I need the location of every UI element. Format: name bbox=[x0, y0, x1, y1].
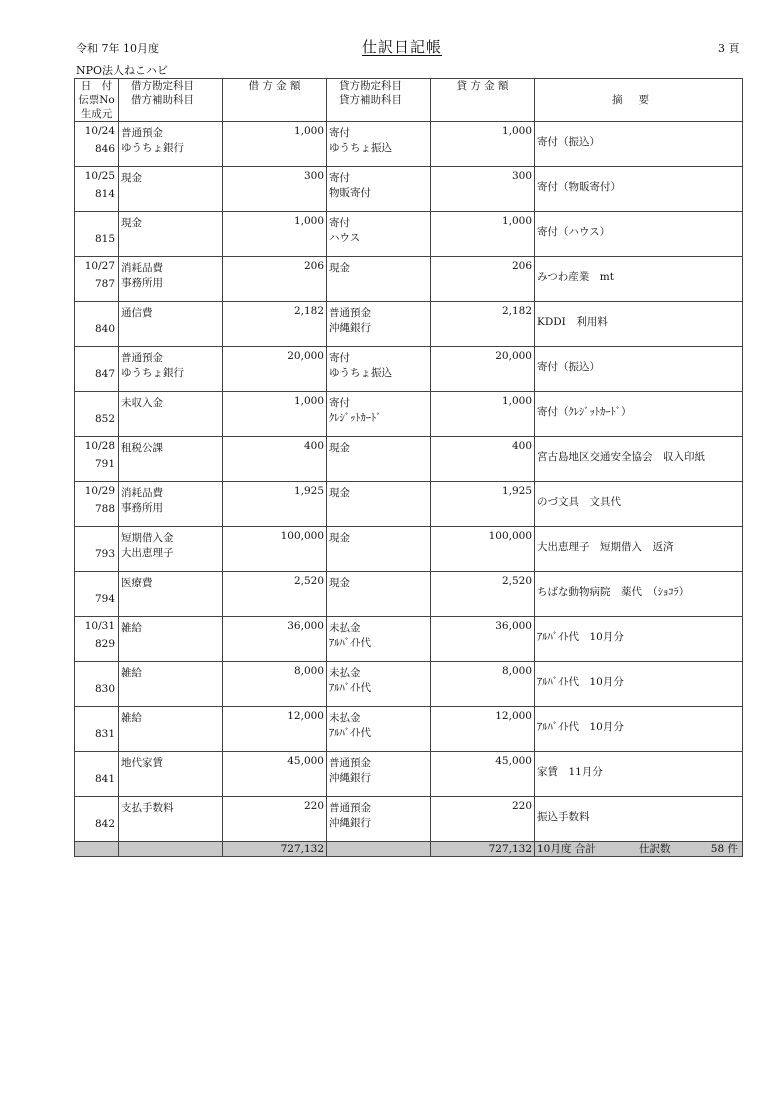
debit-account: 未収入金 bbox=[121, 397, 163, 409]
credit-sub-account: ｱﾙﾊﾞｲﾄ代 bbox=[329, 682, 371, 694]
debit-account-cell bbox=[119, 707, 223, 752]
debit-sub-account: 大出恵理子 bbox=[121, 547, 174, 559]
debit-amount: 1,000 bbox=[293, 125, 324, 137]
debit-amount: 220 bbox=[303, 800, 324, 812]
debit-account: 消耗品費 bbox=[121, 487, 163, 499]
memo-cell bbox=[535, 752, 743, 797]
memo-text: 寄付（ｸﾚｼﾞｯﾄｶｰﾄﾞ） bbox=[537, 406, 632, 418]
table-row bbox=[75, 482, 743, 527]
header-date-line3: 生成元 bbox=[80, 108, 113, 120]
credit-account: 未払金 bbox=[329, 712, 361, 724]
credit-account: 普通預金 bbox=[329, 802, 371, 814]
debit-amount: 45,000 bbox=[287, 755, 324, 767]
credit-amount-cell bbox=[431, 302, 535, 347]
credit-sub-account: 沖縄銀行 bbox=[329, 817, 371, 829]
header-credit-account-line2: 貸方補助科目 bbox=[339, 94, 402, 106]
credit-amount-cell bbox=[431, 347, 535, 392]
total-empty-date bbox=[75, 842, 119, 857]
credit-account-cell bbox=[327, 572, 431, 617]
debit-account-cell bbox=[119, 482, 223, 527]
credit-sub-account: ゆうちょ振込 bbox=[329, 367, 392, 379]
credit-amount: 12,000 bbox=[495, 710, 532, 722]
credit-account-cell bbox=[327, 122, 431, 167]
credit-account: 普通預金 bbox=[329, 307, 371, 319]
debit-account-cell bbox=[119, 572, 223, 617]
credit-account: 寄付 bbox=[329, 172, 350, 184]
total-label: 10月度 合計 bbox=[537, 843, 596, 855]
header-date-line1: 日 付 bbox=[80, 80, 113, 92]
debit-account-cell bbox=[119, 257, 223, 302]
debit-amount: 8,000 bbox=[293, 665, 324, 677]
header-memo: 摘要 bbox=[535, 79, 743, 122]
slip-number: 793 bbox=[94, 548, 115, 560]
debit-amount-cell bbox=[223, 752, 327, 797]
debit-amount: 12,000 bbox=[287, 710, 324, 722]
slip-number: 840 bbox=[94, 323, 115, 335]
debit-sub-account: 事務所用 bbox=[121, 502, 163, 514]
slip-number: 846 bbox=[94, 143, 115, 155]
memo-cell bbox=[535, 617, 743, 662]
debit-account-cell bbox=[119, 797, 223, 842]
slip-number: 815 bbox=[94, 233, 115, 245]
memo-text: 大出恵理子 短期借入 返済 bbox=[537, 541, 674, 553]
credit-account-cell bbox=[327, 212, 431, 257]
table-row bbox=[75, 212, 743, 257]
debit-amount: 300 bbox=[303, 170, 324, 182]
credit-amount-cell bbox=[431, 392, 535, 437]
date-cell bbox=[75, 662, 119, 707]
credit-amount: 300 bbox=[511, 170, 532, 182]
slip-number: 830 bbox=[94, 683, 115, 695]
debit-account-cell bbox=[119, 302, 223, 347]
table-row bbox=[75, 302, 743, 347]
debit-account: 通信費 bbox=[121, 307, 153, 319]
date-cell bbox=[75, 527, 119, 572]
date-cell bbox=[75, 257, 119, 302]
memo-cell bbox=[535, 347, 743, 392]
date-cell bbox=[75, 347, 119, 392]
slip-number: 791 bbox=[94, 458, 115, 470]
date-cell bbox=[75, 752, 119, 797]
memo-text: ｱﾙﾊﾞｲﾄ代 10月分 bbox=[537, 631, 624, 643]
slip-number: 841 bbox=[94, 773, 115, 785]
debit-amount-cell bbox=[223, 122, 327, 167]
debit-account-cell bbox=[119, 752, 223, 797]
credit-amount-cell bbox=[431, 752, 535, 797]
credit-amount-cell bbox=[431, 797, 535, 842]
debit-amount: 1,925 bbox=[293, 485, 324, 497]
header-date bbox=[75, 79, 119, 122]
entry-date: 10/29 bbox=[84, 485, 115, 497]
debit-account: 現金 bbox=[121, 217, 142, 229]
credit-sub-account: ハウス bbox=[329, 232, 361, 244]
header-debit-account-line1: 借方勘定科目 bbox=[131, 80, 194, 92]
debit-amount-cell bbox=[223, 572, 327, 617]
page-number: 3 頁 bbox=[718, 42, 740, 55]
credit-amount: 36,000 bbox=[495, 620, 532, 632]
debit-account: 雑給 bbox=[121, 622, 142, 634]
credit-amount: 220 bbox=[511, 800, 532, 812]
debit-account-cell bbox=[119, 527, 223, 572]
slip-number: 842 bbox=[94, 818, 115, 830]
table-row bbox=[75, 437, 743, 482]
debit-account-cell bbox=[119, 437, 223, 482]
credit-amount: 2,520 bbox=[501, 575, 532, 587]
slip-number: 852 bbox=[94, 413, 115, 425]
journal-table bbox=[74, 78, 743, 857]
credit-account-cell bbox=[327, 257, 431, 302]
header-debit-account-line2: 借方補助科目 bbox=[131, 94, 194, 106]
credit-amount-cell bbox=[431, 572, 535, 617]
debit-amount: 100,000 bbox=[280, 530, 324, 542]
credit-account-cell bbox=[327, 437, 431, 482]
credit-account: 現金 bbox=[329, 442, 350, 454]
credit-amount-cell bbox=[431, 437, 535, 482]
debit-amount-cell bbox=[223, 302, 327, 347]
date-cell bbox=[75, 392, 119, 437]
debit-amount-cell bbox=[223, 167, 327, 212]
memo-text: 寄付（振込） bbox=[537, 361, 600, 373]
date-cell bbox=[75, 707, 119, 752]
total-credit-amount: 727,132 bbox=[431, 842, 535, 857]
credit-account-cell bbox=[327, 797, 431, 842]
credit-amount-cell bbox=[431, 527, 535, 572]
credit-account: 現金 bbox=[329, 487, 350, 499]
credit-amount: 1,000 bbox=[501, 215, 532, 227]
memo-text: 寄付（物販寄付） bbox=[537, 181, 621, 193]
credit-account-cell bbox=[327, 617, 431, 662]
debit-amount-cell bbox=[223, 392, 327, 437]
table-header-row bbox=[75, 79, 743, 122]
memo-text: 振込手数料 bbox=[537, 811, 590, 823]
credit-account: 普通預金 bbox=[329, 757, 371, 769]
memo-cell bbox=[535, 797, 743, 842]
memo-cell bbox=[535, 392, 743, 437]
debit-amount-cell bbox=[223, 212, 327, 257]
credit-account: 寄付 bbox=[329, 352, 350, 364]
memo-text: ｱﾙﾊﾞｲﾄ代 10月分 bbox=[537, 676, 624, 688]
slip-number: 787 bbox=[94, 278, 115, 290]
credit-account-cell bbox=[327, 752, 431, 797]
credit-amount: 45,000 bbox=[495, 755, 532, 767]
credit-amount: 8,000 bbox=[501, 665, 532, 677]
date-cell bbox=[75, 437, 119, 482]
credit-account-cell bbox=[327, 347, 431, 392]
memo-cell bbox=[535, 707, 743, 752]
entry-date: 10/28 bbox=[84, 440, 115, 452]
slip-number: 831 bbox=[94, 728, 115, 740]
debit-account: 租税公課 bbox=[121, 442, 163, 454]
table-row bbox=[75, 392, 743, 437]
credit-amount-cell bbox=[431, 122, 535, 167]
credit-account: 現金 bbox=[329, 577, 350, 589]
debit-account: 短期借入金 bbox=[121, 532, 174, 544]
debit-amount-cell bbox=[223, 482, 327, 527]
debit-account: 現金 bbox=[121, 172, 142, 184]
debit-amount: 206 bbox=[303, 260, 324, 272]
debit-account-cell bbox=[119, 392, 223, 437]
slip-number: 794 bbox=[94, 593, 115, 605]
header-debit-amount: 借 方 金 額 bbox=[223, 79, 327, 122]
entry-date: 10/25 bbox=[84, 170, 115, 182]
memo-text: 寄付（振込） bbox=[537, 136, 600, 148]
memo-text: 寄付（ハウス） bbox=[537, 226, 611, 238]
credit-account: 寄付 bbox=[329, 217, 350, 229]
debit-amount-cell bbox=[223, 617, 327, 662]
organization-name: NPO法人ねこハビ bbox=[76, 64, 169, 77]
memo-cell bbox=[535, 257, 743, 302]
memo-text: ちばな動物病院 薬代 （ｼｮｺﾗ） bbox=[537, 586, 690, 598]
memo-cell bbox=[535, 527, 743, 572]
date-cell bbox=[75, 302, 119, 347]
credit-account: 寄付 bbox=[329, 127, 350, 139]
credit-amount-cell bbox=[431, 482, 535, 527]
credit-account: 未払金 bbox=[329, 667, 361, 679]
total-row bbox=[75, 842, 743, 857]
debit-account-cell bbox=[119, 167, 223, 212]
debit-account: 支払手数料 bbox=[121, 802, 174, 814]
total-empty-credit-account bbox=[327, 842, 431, 857]
debit-account: 普通預金 bbox=[121, 127, 163, 139]
debit-amount: 2,520 bbox=[293, 575, 324, 587]
debit-sub-account: 事務所用 bbox=[121, 277, 163, 289]
debit-account: 地代家賃 bbox=[121, 757, 163, 769]
debit-account: 雑給 bbox=[121, 712, 142, 724]
debit-account-cell bbox=[119, 122, 223, 167]
credit-amount-cell bbox=[431, 662, 535, 707]
debit-account-cell bbox=[119, 212, 223, 257]
debit-amount-cell bbox=[223, 257, 327, 302]
date-cell bbox=[75, 572, 119, 617]
credit-sub-account: ゆうちょ振込 bbox=[329, 142, 392, 154]
credit-sub-account: 物販寄付 bbox=[329, 187, 371, 199]
total-count: 58 件 bbox=[710, 843, 738, 855]
memo-cell bbox=[535, 662, 743, 707]
entry-date: 10/31 bbox=[84, 620, 115, 632]
date-cell bbox=[75, 797, 119, 842]
memo-cell bbox=[535, 572, 743, 617]
debit-amount-cell bbox=[223, 662, 327, 707]
debit-sub-account: ゆうちょ銀行 bbox=[121, 367, 184, 379]
page-title: 仕訳日記帳 bbox=[362, 38, 443, 56]
credit-amount-cell bbox=[431, 212, 535, 257]
credit-account: 寄付 bbox=[329, 397, 350, 409]
debit-amount: 1,000 bbox=[293, 395, 324, 407]
credit-account-cell bbox=[327, 662, 431, 707]
header-date-line2: 伝票No bbox=[78, 94, 115, 106]
credit-amount: 100,000 bbox=[488, 530, 532, 542]
memo-cell bbox=[535, 437, 743, 482]
debit-account-cell bbox=[119, 662, 223, 707]
credit-account: 現金 bbox=[329, 532, 350, 544]
memo-text: KDDI 利用料 bbox=[537, 316, 608, 328]
table-row bbox=[75, 527, 743, 572]
credit-amount: 400 bbox=[511, 440, 532, 452]
total-empty-debit-account bbox=[119, 842, 223, 857]
debit-account: 医療費 bbox=[121, 577, 153, 589]
table-row bbox=[75, 797, 743, 842]
credit-sub-account: ｸﾚｼﾞｯﾄｶｰﾄﾞ bbox=[329, 412, 382, 424]
table-row bbox=[75, 752, 743, 797]
slip-number: 829 bbox=[94, 638, 115, 650]
date-cell bbox=[75, 482, 119, 527]
credit-account-cell bbox=[327, 482, 431, 527]
debit-account: 雑給 bbox=[121, 667, 142, 679]
credit-account: 現金 bbox=[329, 262, 350, 274]
memo-cell bbox=[535, 482, 743, 527]
credit-amount: 1,000 bbox=[501, 395, 532, 407]
memo-text: 家賃 11月分 bbox=[537, 766, 603, 778]
header-credit-account bbox=[327, 79, 431, 122]
credit-amount-cell bbox=[431, 167, 535, 212]
debit-amount: 20,000 bbox=[287, 350, 324, 362]
memo-text: 宮古島地区交通安全協会 収入印紙 bbox=[537, 451, 705, 463]
memo-text: ｱﾙﾊﾞｲﾄ代 10月分 bbox=[537, 721, 624, 733]
credit-sub-account: 沖縄銀行 bbox=[329, 322, 371, 334]
credit-account-cell bbox=[327, 707, 431, 752]
header-credit-account-line1: 貸方勘定科目 bbox=[339, 80, 402, 92]
debit-amount: 36,000 bbox=[287, 620, 324, 632]
debit-amount: 400 bbox=[303, 440, 324, 452]
table-row bbox=[75, 167, 743, 212]
memo-text: のづ文具 文具代 bbox=[537, 496, 621, 508]
table-row bbox=[75, 257, 743, 302]
credit-sub-account: ｱﾙﾊﾞｲﾄ代 bbox=[329, 637, 371, 649]
total-debit-amount: 727,132 bbox=[223, 842, 327, 857]
slip-number: 847 bbox=[94, 368, 115, 380]
debit-account: 普通預金 bbox=[121, 352, 163, 364]
credit-amount-cell bbox=[431, 617, 535, 662]
header-credit-amount: 貸 方 金 額 bbox=[431, 79, 535, 122]
credit-account-cell bbox=[327, 392, 431, 437]
debit-amount-cell bbox=[223, 797, 327, 842]
debit-account: 消耗品費 bbox=[121, 262, 163, 274]
credit-sub-account: ｱﾙﾊﾞｲﾄ代 bbox=[329, 727, 371, 739]
debit-amount-cell bbox=[223, 437, 327, 482]
credit-sub-account: 沖縄銀行 bbox=[329, 772, 371, 784]
entry-date: 10/24 bbox=[84, 125, 115, 137]
date-cell bbox=[75, 617, 119, 662]
credit-account: 未払金 bbox=[329, 622, 361, 634]
credit-account-cell bbox=[327, 302, 431, 347]
credit-account-cell bbox=[327, 527, 431, 572]
debit-sub-account: ゆうちょ銀行 bbox=[121, 142, 184, 154]
date-cell bbox=[75, 212, 119, 257]
slip-number: 814 bbox=[94, 188, 115, 200]
debit-amount: 1,000 bbox=[293, 215, 324, 227]
memo-cell bbox=[535, 167, 743, 212]
period-label: 令和 7年 10月度 bbox=[76, 42, 159, 55]
total-count-label: 仕訳数 bbox=[639, 843, 671, 855]
debit-amount-cell bbox=[223, 527, 327, 572]
debit-account-cell bbox=[119, 617, 223, 662]
memo-cell bbox=[535, 212, 743, 257]
header-debit-account bbox=[119, 79, 223, 122]
debit-account-cell bbox=[119, 347, 223, 392]
debit-amount-cell bbox=[223, 347, 327, 392]
credit-amount: 206 bbox=[511, 260, 532, 272]
memo-cell bbox=[535, 302, 743, 347]
table-row bbox=[75, 662, 743, 707]
slip-number: 788 bbox=[94, 503, 115, 515]
credit-amount-cell bbox=[431, 707, 535, 752]
debit-amount-cell bbox=[223, 707, 327, 752]
table-row bbox=[75, 572, 743, 617]
credit-account-cell bbox=[327, 167, 431, 212]
credit-amount-cell bbox=[431, 257, 535, 302]
entry-date: 10/27 bbox=[84, 260, 115, 272]
table-row bbox=[75, 122, 743, 167]
date-cell bbox=[75, 167, 119, 212]
credit-amount: 1,925 bbox=[501, 485, 532, 497]
table-row bbox=[75, 617, 743, 662]
credit-amount: 20,000 bbox=[495, 350, 532, 362]
memo-cell bbox=[535, 122, 743, 167]
date-cell bbox=[75, 122, 119, 167]
total-memo bbox=[535, 842, 743, 857]
table-row bbox=[75, 707, 743, 752]
memo-text: みつわ産業 mt bbox=[537, 271, 614, 283]
debit-amount: 2,182 bbox=[293, 305, 324, 317]
credit-amount: 2,182 bbox=[501, 305, 532, 317]
credit-amount: 1,000 bbox=[501, 125, 532, 137]
table-row bbox=[75, 347, 743, 392]
